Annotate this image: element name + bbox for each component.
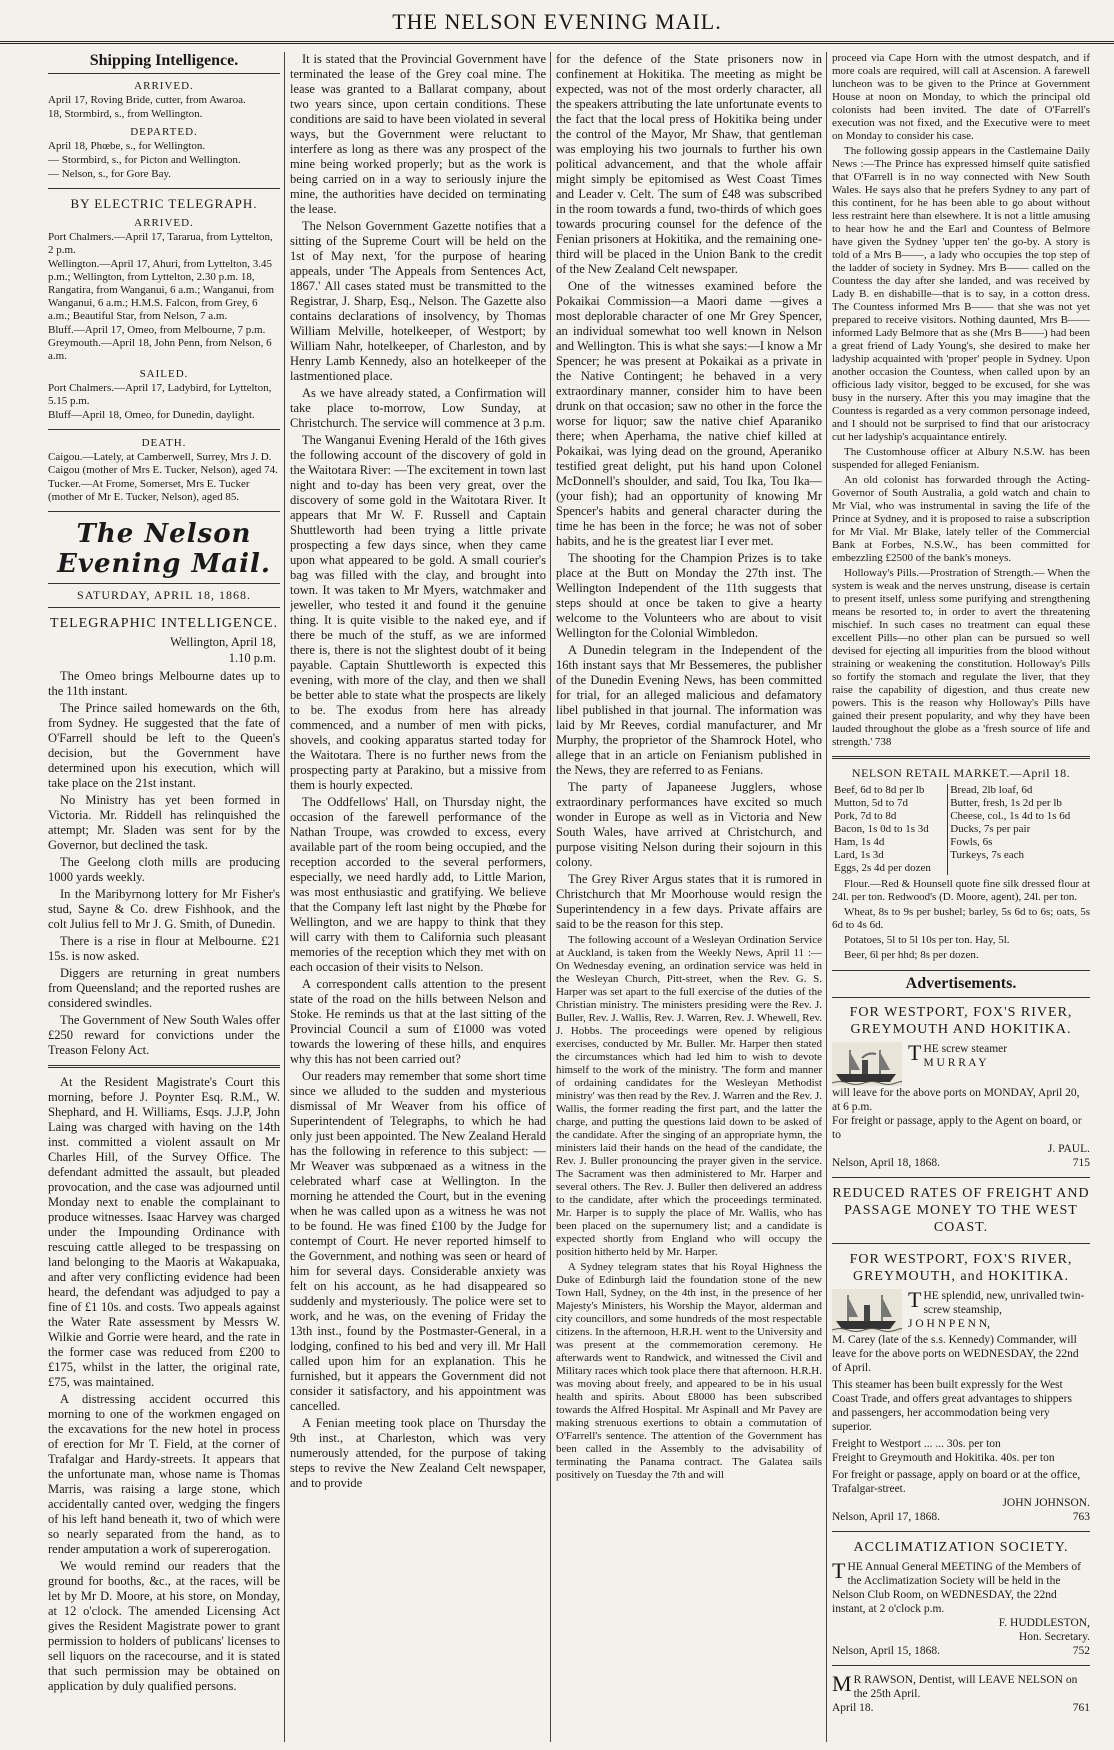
list-item: — Nelson, s., for Gore Bay. xyxy=(48,168,172,180)
drop-cap: T xyxy=(908,1040,922,1065)
paragraph: Diggers are returning in great numbers from Queensland; and the reported rushes are considered swindles. xyxy=(48,966,280,1010)
paragraph: Beer, 6l per hhd; 8s per dozen. xyxy=(844,949,979,961)
death-list xyxy=(48,451,280,504)
market-notes xyxy=(832,878,1090,962)
paragraph: The Customhouse officer at Albury N.S.W. has been suspended for alleged Fenianism. xyxy=(832,446,1090,471)
ad-title: ACCLIMATIZATION SOCIETY. xyxy=(853,1540,1069,1555)
paragraph: The following account of a Wesleyan Ordination Service at Auckland, is taken from the Weekly News, April 11 :—On Wednesday evening, an ordination service was held in the Wesleyan Church, Pitt-street, when the Rev. G. S. Harper was set apart to the full exercise of the duties of the Christian ministry. The ministers presiding were the Rev. J. Buller, Rev. J. Wallis, Rev. J. Warren, Rev. J. Whewell, Rev. J. Hobbs. The proceedings were opened by religious exercises, conducted by Mr. Buller. Mr. Harper then stated the circumstances which had led him to wish to devote himself to the work of the ministry. 'The form and manner of ordaining candidates for the Wesleyan Methodist ministry' was then read by the Rev. J. Warren and the Rev. J. Wallis, the former reading the first part, and the latter the charge, and putting the questions laid down to be asked of the candidate. After the singing of an appropriate hymn, the ministers laid their hands on the head of the candidate, the Rev. J. Buller pronouncing the prayer given in the service. The Sacrament was then administered to Mr. Harper and several others. The Rev. J. Buller then delivered an address to the candidate, after which the proceedings terminated. Mr. Harper is to supply the place of Mr. Wallis, who has been placed on the supernumery list; and a candidate is expected shortly from England who will occupy the position hitherto held by Mr. Harper. xyxy=(556,934,822,1258)
table-row xyxy=(832,810,1090,823)
paragraph: As we have already stated, a Confirmation will take place to-morrow, Low Sunday, at Christchurch. The service will commence at 3 p.m. xyxy=(290,386,546,430)
market-heading: NELSON RETAIL MARKET.—April 18. xyxy=(851,766,1071,780)
paragraph: Wheat, 8s to 9s per bushel; barley, 5s 6d to 6s; oats, 5s 6d to 4s 6d. xyxy=(832,906,1090,931)
steamship-icon xyxy=(832,1042,902,1086)
column-rule xyxy=(826,52,827,1742)
market-cell: Ducks, 7s per pair xyxy=(950,823,1031,835)
ad-body: For freight or passage, apply on board or at the office, Trafalgar-street. xyxy=(832,1469,1081,1495)
divider xyxy=(48,511,280,512)
ad-text xyxy=(832,1560,1090,1616)
divider xyxy=(832,1243,1090,1244)
ship-name: M U R R A Y xyxy=(923,1057,987,1069)
shipping-heading: Shipping Intelligence. xyxy=(48,52,280,74)
list-item: Wellington.—April 17, Ahuri, from Lyttelton, 3.45 p.m.; Wellington, from Lyttelton, 2.30 p.m. 18, Rangatira, from Wanganui, 6 a.m.; Wanganui, from Wanganui, 6 a.m.; H.M.S. Falcon, from Grey, 6 a.m.; Beautiful Star, from Nelson, 7 a.m. xyxy=(48,258,275,322)
list-item: — Stormbird, s., for Picton and Wellington. xyxy=(48,154,241,166)
column-4-small-body xyxy=(832,52,1090,749)
paragraph: proceed via Cape Horn with the utmost despatch, and if more coals are required, will call at Ascension. A farewell luncheon was to be given to the Prince at Government House at noon on Monday, to which the principal old colonists had been invited. The date of O'Farrell's execution was not fixed, and the Executive were to meet on Monday to consider his case. xyxy=(832,52,1090,142)
column-4 xyxy=(832,52,1090,1742)
table-row xyxy=(832,823,1090,836)
paragraph: A Dunedin telegram in the Independent of the 16th instant says that Mr Bessemeres, the publisher of the Dunedin Evening News, has been committed for trial, for an alleged malicious and defamatory libel published in that journal. The information was laid by Mr Reeves, cordial manufacturer, and Mr Murphy, the proprietor of the Shamrock Hotel, who allege that in an article on Fenianism published in the News, they are referred to as Fenians. xyxy=(556,643,822,777)
list-item: Port Chalmers.—April 17, Ladybird, for Lyttelton, 5.15 p.m. xyxy=(48,382,272,407)
ad-signature: F. HUDDLESTON, xyxy=(998,1617,1090,1629)
divider xyxy=(48,188,280,189)
ad-footer xyxy=(832,1156,1090,1170)
masthead-title: THE NELSON EVENING MAIL. xyxy=(392,9,722,34)
ad-line: HE Annual General MEETING of the Members of the Acclimatization Society will be held in the Nelson Club Room, on WEDNESDAY, the 22nd instant, at 2 o'clock p.m. xyxy=(832,1561,1081,1615)
ad-signature: J. PAUL. xyxy=(1047,1143,1090,1155)
list-item: Bluff.—April 17, Omeo, from Melbourne, 7 p.m. Greymouth.—April 18, John Penn, from Nelson, 6 a.m. xyxy=(48,324,272,362)
ad-body: For freight or passage, apply to the Agent on board, or to xyxy=(832,1115,1082,1141)
telegraphic-heading: TELEGRAPHIC INTELLIGENCE. xyxy=(50,616,278,631)
ship-name: J O H N P E N N, xyxy=(908,1318,990,1330)
column-3-body xyxy=(556,52,822,932)
divider xyxy=(832,1665,1090,1666)
paragraph: for the defence of the State prisoners now in confinement at Hokitika. The meeting as might be expected, was not of the most orderly character, all the speakers attributing the late unfortunate events to the fact that the local press of Hokitika being under the control of the Mayor, Mr Shaw, that gentleman was employing his two journals to further his own political advancement, and that the whole affair might simply be epitomised as West Coast Times and Leader v. Celt. The sum of £48 was subscribed in the room towards a fund, two-thirds of which goes towards procuring counsel for the defence of the Fenian prisoners at Hokitika, and the remaining one-third will be placed in the Union Bank to the credit of the New Zealand Celt newspaper. xyxy=(556,52,822,276)
market-cell: Lard, 1s 3d xyxy=(832,849,948,862)
tel-arrived-heading: ARRIVED. xyxy=(134,217,194,229)
ad-signature-title: Hon. Secretary. xyxy=(1018,1631,1090,1643)
ad-line: HE screw steamer xyxy=(923,1043,1008,1055)
paragraph: Potatoes, 5l to 5l 10s per ton. Hay, 5l. xyxy=(844,934,1010,946)
paragraph: A Sydney telegram states that his Royal Highness the Duke of Edinburgh laid the foundation stone of the new Town Hall, Sydney, on the 4th inst, in the presence of her Majesty's Ministers, his Worship the Mayor, alderman and city councillors, and some hundreds of the most respectable citizens. In the afternoon, H.R.H. went to the University and was present at the commemoration ceremony. He afterwards went to Randwick, and witnessed the Civil and Military races which took place there that afternoon. H.R.H. was moving about freely, and appeared to be in his usual health and spirits. About £8000 has been subscribed towards the Alfred Hospital. Mr Aspinall and Mr Pavey are making strenuous exertions to obtain a commutation of O'Farrell's sentence. The attention of the Government has been called in the Assembly to the advisability of terminating the Panama contract. The Galatea sails positively on Tuesday the 7th and will xyxy=(556,1261,822,1481)
table-row xyxy=(832,784,1090,797)
paragraph: A distressing accident occurred this morning to one of the workmen engaged on the excavations for the new hotel in process of erection for Mr T. Field, at the corner of Trafalgar and Hardy-streets. It appears that the unfortunate man, whose name is Thomas Marris, was raising a large stone, which accidentally canted over, wedging the fingers of his left hand beneath it, two of which were so nearly separated from the hand, as to render amputation a work of supererogation. xyxy=(48,1392,280,1556)
paragraph: The Nelson Government Gazette notifies that a sitting of the Supreme Court will be held on the 1st of May next, 'for the purpose of hearing appeals, under 'The Appeals from Sentences Act, 1867.' All cases stated must be transmitted to the Registrar, J. Sharp, Esq., Nelson. The Gazette also contains declarations of insolvency, by Thomas William Melville, hotelkeeper, of Westport; by William Nahr, hotelkeeper, of Charleston, and by Henry Lamb Kennedy, also an hotelkeeper of the lastmentioned place. xyxy=(290,219,546,383)
list-item: April 17, Roving Bride, cutter, from Awaroa. xyxy=(48,94,246,106)
paragraph: The Oddfellows' Hall, on Thursday night, the occasion of the farewell performance of the Nathan Troupe, was crowded to excess, every available part of the room being occupied, and the reception accorded to the several performers, especially, we need hardly add, to Little Marion, was most enthusiastic and gratifying. We believe that the Company left last night by the Phœbe for Wellington, and we are happy to think that they will carry with them to California such pleasant memories of the reception which they met with on each occasion of their visits to Nelson. xyxy=(290,795,546,974)
list-item: Port Chalmers.—April 17, Tararua, from Lyttelton, 2 p.m. xyxy=(48,231,273,256)
market-cell: Pork, 7d to 8d xyxy=(832,810,948,823)
divider xyxy=(832,1177,1090,1178)
ad-title: FOR WESTPORT, FOX'S RIVER, GREYMOUTH, and HOKITIKA. xyxy=(849,1252,1073,1284)
local-news xyxy=(48,1075,280,1694)
table-row xyxy=(832,797,1090,810)
ad-text xyxy=(908,1042,1007,1070)
paragraph: The party of Japaneese Jugglers, whose extraordinary performances have excited so much wonder in Europe as well as in Victoria and New South Wales, have arrived at Christchurch, and purpose visiting Nelson during their sojourn in this colony. xyxy=(556,780,822,869)
column-3 xyxy=(556,52,822,1742)
list-item: Bluff—April 18, Omeo, for Dunedin, daylight. xyxy=(48,409,255,421)
ad-footer xyxy=(832,1510,1090,1524)
departed-list xyxy=(48,140,280,181)
list-item: Caigou.—Lately, at Camberwell, Surrey, Mrs J. D. Caigou (mother of Mrs E. Tucker, Nelson), aged 74. xyxy=(48,451,278,476)
paragraph: The Geelong cloth mills are producing 1000 yards weekly. xyxy=(48,855,280,884)
paragraph: One of the witnesses examined before the Pokaikai Commission—a Maori dame —gives a most deplorable character of one Mr Grey Spencer, an individual somewhat too well known in Nelson and Wellington. This is what she says:—I know a Mr Spencer; he was present at Pokaikai as a private in the Native Contingent; he behaved in a very extraordinary manner, consider him to have been drunk on that occasion; saw no other in the force the worse for liquor; saw the native chief Aparaniko there; when Aperhama, the native chief killed at Pokaikai, was lying dead on the ground, Aperaniko testified great delight, put his hand upon Colonel McDonnell's shoulder, and said, Tou Ika, Tou Ika—(your fish); had an opportunity of knowing Mr Spencer's habits and general character during the time he has been in the force; he was not of sober habits, and he is the greatest liar I ever met. xyxy=(556,279,822,548)
paragraph: A Fenian meeting took place on Thursday the 9th inst., at Charleston, which was very numerously attended, for the purpose of taking steps to revive the New Zealand Celt newspaper, and to provide xyxy=(290,1416,546,1490)
paragraph: No Ministry has yet been formed in Victoria. Mr. Riddell has relinquished the attempt; Mr. Sladen was sent for by the Governor, but declined the task. xyxy=(48,793,280,852)
list-item: 18, Stormbird, s., from Wellington. xyxy=(48,108,203,120)
market-table xyxy=(832,784,1090,875)
death-heading: DEATH. xyxy=(141,437,187,449)
market-cell: Ham, 1s 4d xyxy=(832,836,948,849)
tel-arrived-list xyxy=(48,231,280,363)
paragraph: The shooting for the Champion Prizes is to take place at the Butt on Monday the 27th inst. The Wellington Independent of the 11th suggests that steps should at once be taken to give a hearty welcome to the Volunteers who are about to visit Wellington for the Colonial Wimbledon. xyxy=(556,551,822,640)
ad-row xyxy=(832,1042,1090,1086)
market-cell: Beef, 6d to 8d per lb xyxy=(832,784,948,797)
market-cell: Mutton, 5d to 7d xyxy=(832,797,948,810)
paragraph: The Grey River Argus states that it is rumored in Christchurch that Mr Moorhouse would resign the Superintendency in a few days. Private affairs are said to be the reason for this step. xyxy=(556,872,822,931)
sailed-heading: SAILED. xyxy=(139,368,189,380)
list-item: April 18, Phœbe, s., for Wellington. xyxy=(48,140,206,152)
ad-signature: JOHN JOHNSON. xyxy=(1002,1497,1090,1509)
paragraph: The Wanganui Evening Herald of the 16th gives the following account of the discovery of gold in the Waitotara River: —The excitement in town last night and to-day has been very great, over the discovery of some gold in the Waitotara River. It appears that Mr W. F. Russell and Captain Shuttleworth had been trying a little private prospecting a few days since, when they came upon what appeared to be gold. A small courier's bag was filled with the clay, and brought into town. It was taken to Mr Myers, watchmaker and jeweller, who tested it and found it the genuine thing. It is quite visible to the naked eye, and if there be much of the stuff, as we are informed there is, there is not the slightest doubt of it being payable. Captain Shuttleworth is expected this evening, with more of the clay, and then we shall be better able to state what the prospects are likely to be. The exodus from here has already commenced, and a number of men with picks, shovels, and cooking apparatus started today for the Waitotara. There is no further news from the prospecting party at Parakino, but a missive from them is hourly expected. xyxy=(290,433,546,792)
market-cell xyxy=(948,862,1090,875)
ad-body: will leave for the above ports on MONDAY, April 20, at 6 p.m. xyxy=(832,1087,1080,1113)
paragraph: At the Resident Magistrate's Court this morning, before J. Poynter Esq. R.M., W. Shephard, and H. Williams, Esqs. J.J.P, John Laing was charged with having on the 14th inst. committed a violent assault on Mr Charles Hill, of the Survey Office. The defendant admitted the assault, but pleaded provocation, and the case was adjourned until Monday next to enable the complainant to produce witnesses. Isaac Harvey was charged under the Impounding Ordinance with rescuing cattle alleged to be trespassing on land belonging to the Maoris at Wakapuaka, and after very conflicting evidence had been heard, the defendant was adjudged to pay a fine of £1 10s. and costs. Two appeals against the Water Rate assessment by Messrs W. Wilkie and Gorrie were heard, and the rate in the former case was reduced from £200 to £175, whilst in the latter, the original rate, £75, was maintained. xyxy=(48,1075,280,1389)
ad-footer xyxy=(832,1701,1090,1715)
paper-date: SATURDAY, APRIL 18, 1868. xyxy=(48,583,280,608)
divider xyxy=(48,1065,280,1068)
paper-title: The Nelson Evening Mail. xyxy=(57,519,271,579)
ad-date: April 18. xyxy=(832,1702,874,1714)
market-cell: Turkeys, 7s each xyxy=(950,849,1025,861)
freight-rate: Freight to Westport ... ... 30s. per ton xyxy=(832,1438,1001,1450)
divider xyxy=(48,429,280,430)
drop-cap: T xyxy=(908,1287,922,1312)
market-cell: Bread, 2lb loaf, 6d xyxy=(950,784,1033,796)
market-cell: Butter, fresh, 1s 2d per lb xyxy=(950,797,1062,809)
column-2-body xyxy=(290,52,546,1491)
telegraphic-body xyxy=(48,669,280,1058)
table-row xyxy=(832,862,1090,875)
column-3-small-body xyxy=(556,934,822,1482)
list-item: Tucker.—At Frome, Somerset, Mrs E. Tucker (mother of Mr E. Tucker, Nelson), aged 85. xyxy=(48,478,250,503)
ad-reduced-rates: REDUCED RATES OF FREIGHT AND PASSAGE MONEY TO THE WEST COAST. xyxy=(832,1186,1090,1235)
ad-text xyxy=(832,1673,1090,1701)
masthead xyxy=(0,0,1114,44)
divider xyxy=(832,1531,1090,1532)
paragraph: The Prince sailed homewards on the 6th, from Sydney. He suggested that the fate of O'Farrell should be left to the Queen's decision, but the Government have determined upon his execution, which will take place on the 21st instant. xyxy=(48,701,280,790)
ad-line: HE splendid, new, unrivalled twin-screw steamship, xyxy=(923,1290,1085,1316)
paragraph: The Government of New South Wales offer £250 reward for convictions under the Treason Felony Act. xyxy=(48,1013,280,1057)
telegraph-heading: BY ELECTRIC TELEGRAPH. xyxy=(70,196,258,211)
paragraph: Holloway's Pills.—Prostration of Strength.— When the system is weak and the nerves unstrung, disease is certain to present itself, unless some purifying and strengthening means be resorted to, in order to avert the threatening mischief. In such cases no treatment can equal these excellent Pills—no other plan can be pursued so well devised for ejecting all impurities from the blood without straining or weakening the constitution. Holloway's Pills so fortify the stomach and regulate the liver, that they raise the capability of digestion, and thus create new powers. This is the reason why Holloway's Pills have gained their present popularity, and why they have been lauded throughout the globe as a 'fresh source of life and strength.' 738 xyxy=(832,567,1090,748)
ad-line: R RAWSON, Dentist, will LEAVE NELSON on the 25th April. xyxy=(853,1674,1078,1700)
market-cell: Cheese, col., 1s 4d to 1s 6d xyxy=(950,810,1071,822)
ad-rawson xyxy=(832,1673,1090,1715)
market-cell: Eggs, 2s 4d per dozen xyxy=(832,862,948,875)
ad-body: M. Carey (late of the s.s. Kennedy) Commander, will leave for the above ports on WEDNESDAY, the 22nd of April. xyxy=(832,1334,1079,1374)
telegraphic-time: 1.10 p.m. xyxy=(228,651,276,665)
ad-number: 761 xyxy=(1072,1702,1090,1714)
drop-cap: T xyxy=(832,1558,846,1583)
paragraph: There is a rise in flour at Melbourne. £21 15s. is now asked. xyxy=(48,934,280,963)
table-row xyxy=(832,849,1090,862)
drop-cap: M xyxy=(832,1671,852,1696)
ad-row xyxy=(832,1289,1090,1333)
steamship-icon xyxy=(832,1289,902,1333)
divider xyxy=(832,756,1090,759)
arrived-heading: ARRIVED. xyxy=(134,80,194,92)
market-cell: Fowls, 6s xyxy=(950,836,993,848)
column-rule xyxy=(284,52,285,1742)
ad-number: 763 xyxy=(1072,1511,1090,1523)
paragraph: A correspondent calls attention to the present state of the road on the hills between Nelson and Stoke. He reminds us that at the last sitting of the Provincial Council a sum of £1000 was voted towards the lowering of these hills, and enquires why this has not been carried out? xyxy=(290,977,546,1066)
ad-date: Nelson, April 17, 1868. xyxy=(832,1511,940,1523)
paragraph: The Omeo brings Melbourne dates up to the 11th instant. xyxy=(48,669,280,698)
ad-number: 715 xyxy=(1072,1157,1090,1169)
ad-date: Nelson, April 18, 1868. xyxy=(832,1157,940,1169)
ad-text xyxy=(908,1289,1090,1331)
arrived-list xyxy=(48,94,280,121)
table-row xyxy=(832,836,1090,849)
paragraph: An old colonist has forwarded through the Acting-Governor of South Australia, a gold watch and chain to Mr Vial, who was instrumental in saving the life of the Prince at Sydney, and it is proposed to raise a subscription for Mr Vial. Mr Blake, lately teller of the Commercial Bank at Forbes, N.S.W., has been committed for embezzling £2500 of the bank's moneys. xyxy=(832,474,1090,564)
ad-number: 752 xyxy=(1072,1645,1090,1657)
ad-john-penn xyxy=(832,1251,1090,1524)
column-1 xyxy=(48,52,280,1742)
market-cell: Bacon, 1s 0d to 1s 3d xyxy=(832,823,948,836)
ad-date: Nelson, April 15, 1868. xyxy=(832,1645,940,1657)
departed-heading: DEPARTED. xyxy=(130,126,198,138)
sailed-list xyxy=(48,382,280,422)
column-2 xyxy=(290,52,546,1742)
advertisements-heading: Advertisements. xyxy=(832,970,1090,998)
telegraphic-place: Wellington, April 18, xyxy=(170,635,276,649)
column-rule xyxy=(550,52,551,1742)
ad-title: FOR WESTPORT, FOX'S RIVER, GREYMOUTH AND HOKITIKA. xyxy=(849,1005,1073,1037)
paragraph: It is stated that the Provincial Government have terminated the lease of the Grey coal mine. The lease was granted to a Ballarat company, about two years since, upon certain conditions. These conditions are said to have been violated in several ways, but the Government were reluctant to interfere as long as there was any prospect of the mine being worked properly; but as the work is being carried on in a way to seriously injure the mine, the authorities have decided on terminating the lease. xyxy=(290,52,546,216)
paragraph: The following gossip appears in the Castlemaine Daily News :—The Prince has expressed himself quite satisfied that O'Farrell is in no way connected with New South Wales. He says also that he prefers Sydney to any part of this continent, for he has been able to go about without less restraint here than elsewhere. It is not a little amusing to hear how he and the Earl and Countess of Belmore have given the Sydney 'upper ten' the go-by. A story is told of a Mrs B——, a lady who occupies the top step of the ladder of society in Sydney. Mrs B—— called on the Countess the day after she landed, and was received by Lady B. en dishabille—that is to say, in a cotton dress. The Countess informed Mrs B—— that she was not yet prepared to receive visitors. Nothing daunted, Mrs B—— informed Lady Belmore that as she (Mrs B——) had been a great friend of Lady Young's, she desired to make her ladyship acquainted with 'proper' people in Sydney. Upon another occasion the Countess, when called upon by an officious lady visitor, begged to be excused, for she was busy in the nursery. After this you may imagine that the Countess is regarded as a very common personage indeed, and I should not be surprised to find that our aristocracy cut her ladyship's acquaintance entirely. xyxy=(832,145,1090,443)
paragraph: In the Maribyrnong lottery for Mr Fisher's stud, Sayne & Co. drew Fishhook, and the colt Julius fell to Mr J. G. Smith, of Dunedin. xyxy=(48,887,280,931)
paragraph: Flour.—Red & Hounsell quote fine silk dressed flour at 24l. per ton. Redwood's (D. Moore, agent), 24l. per ton. xyxy=(832,878,1090,903)
ad-murray xyxy=(832,1004,1090,1170)
paragraph: Our readers may remember that some short time since we alluded to the sudden and mysterious dismissal of Mr Weaver from his office of Superintendent of Telegraphs, to which he had only just been appointed. The New Zealand Herald has the following in reference to this subject: —Mr Weaver was subpœnaed as a witness in the celebrated wharf case at Wellington. In the morning he attended the Court, but in the evening when he was called upon as a witness he was not to be found. He was fined £100 by the Judge for contempt of Court. He never reported himself to the Government, and nothing was seen or heard of him for several days. Considerable anxiety was felt on his account, as he had disappeared so suddenly and mysteriously. The police were set to work, and he was, on the evening of Friday the 13th inst., found by the Postmaster-General, in a lodging, confined to his bed and very ill. Mr Hall called upon him for an explanation. This he furnished, but it appears the Government did not consider it satisfactory, and his appointment was cancelled. xyxy=(290,1069,546,1413)
ad-acclimatization xyxy=(832,1539,1090,1658)
paragraph: We would remind our readers that the ground for booths, &c., at the races, will be let by Mr D. Moore, at his store, on Monday, at 12 o'clock. The amended Licensing Act gives the Resident Magistrate power to grant permission to holders of publicans' licenses to sell liquors on the racecourse, and it is stated that such permission may be obtained on application by duly qualified persons. xyxy=(48,1559,280,1693)
ad-body: This steamer has been built expressly for the West Coast Trade, and offers great advantages to shippers and passengers, her accommodation being very superior. xyxy=(832,1379,1072,1433)
freight-rate: Freight to Greymouth and Hokitika. 40s. per ton xyxy=(832,1452,1055,1464)
ad-footer xyxy=(832,1644,1090,1658)
